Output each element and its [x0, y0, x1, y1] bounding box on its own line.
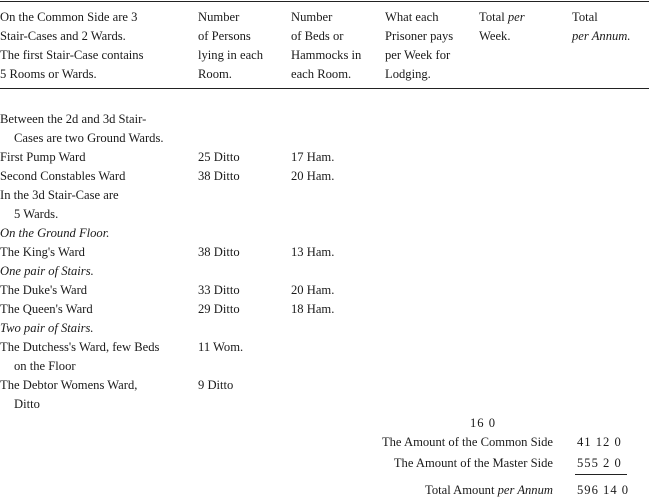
table-row	[0, 186, 649, 205]
header-col-description: On the Common Side are 3 Stair-Cases and 2 Wards. The first Stair-Case contains 5 Rooms or Wards.	[0, 10, 144, 81]
table-row	[0, 357, 649, 376]
header-rule	[0, 88, 649, 89]
header-col-annum	[572, 8, 631, 46]
header-week-total: Total	[479, 10, 508, 24]
persons-count: 9 Ditto	[198, 378, 234, 392]
table-row	[0, 224, 649, 243]
table-row	[0, 129, 649, 148]
header-col-week	[479, 8, 525, 46]
header-col-persons: Number of Persons lying in each Room.	[198, 10, 264, 81]
persons-count: 11 Wom.	[198, 340, 244, 354]
master-side-value: 555 2 0	[577, 456, 622, 470]
table-row	[0, 167, 649, 186]
table-row	[0, 243, 649, 262]
subtotal-value: 16 0	[470, 416, 497, 430]
table-row	[0, 281, 649, 300]
ward-description: The King's Ward	[0, 245, 85, 259]
table-row	[0, 319, 649, 338]
beds-count: 20 Ham.	[291, 169, 335, 183]
table-row	[0, 205, 649, 224]
ward-description: 5 Wards.	[14, 207, 59, 221]
ward-description: Ditto	[14, 397, 40, 411]
sum-rule	[575, 474, 627, 475]
ward-description: on the Floor	[14, 359, 76, 373]
persons-count: 33 Ditto	[198, 283, 240, 297]
header-week-per: per	[507, 10, 525, 24]
table-row	[0, 148, 649, 167]
persons-count: 38 Ditto	[198, 169, 240, 183]
header-week-label: Week.	[479, 29, 511, 43]
beds-count: 20 Ham.	[291, 283, 335, 297]
header-col-pays: What each Prisoner pays per Week for Lodging.	[385, 10, 454, 81]
table-row	[0, 395, 649, 414]
ward-description: Between the 2d and 3d Stair-	[0, 112, 147, 126]
ward-description: In the 3d Stair-Case are	[0, 188, 119, 202]
ward-description: The Dutchess's Ward, few Beds	[0, 340, 160, 354]
ward-description: One pair of Stairs.	[0, 264, 94, 278]
header-col-beds: Number of Beds or Hammocks in each Room.	[291, 10, 362, 81]
table-row	[0, 110, 649, 129]
beds-count: 17 Ham.	[291, 150, 335, 164]
top-rule	[0, 1, 649, 2]
table-row	[0, 376, 649, 395]
header-annum-per: per Annum.	[572, 29, 631, 43]
ward-description: Two pair of Stairs.	[0, 321, 94, 335]
header-annum-total: Total	[572, 10, 598, 24]
persons-count: 25 Ditto	[198, 150, 240, 164]
persons-count: 38 Ditto	[198, 245, 240, 259]
ward-description: On the Ground Floor.	[0, 226, 110, 240]
common-side-value: 41 12 0	[577, 435, 622, 449]
ward-description: First Pump Ward	[0, 150, 86, 164]
ward-description: Second Constables Ward	[0, 169, 126, 183]
table-row	[0, 338, 649, 357]
beds-count: 13 Ham.	[291, 245, 335, 259]
total-label-per-annum: per Annum	[497, 483, 553, 497]
beds-count: 18 Ham.	[291, 302, 335, 316]
master-side-label: The Amount of the Master Side	[393, 456, 553, 470]
total-value: 596 14 0	[577, 483, 630, 497]
ward-description: Cases are two Ground Wards.	[14, 131, 164, 145]
total-label-text: Total Amount	[425, 483, 498, 497]
table-row	[0, 300, 649, 319]
common-side-label: The Amount of the Common Side	[381, 435, 553, 449]
persons-count: 29 Ditto	[198, 302, 240, 316]
ward-description: The Debtor Womens Ward,	[0, 378, 138, 392]
table-row	[0, 262, 649, 281]
ward-description: The Queen's Ward	[0, 302, 93, 316]
ward-description: The Duke's Ward	[0, 283, 88, 297]
total-label	[425, 481, 553, 500]
